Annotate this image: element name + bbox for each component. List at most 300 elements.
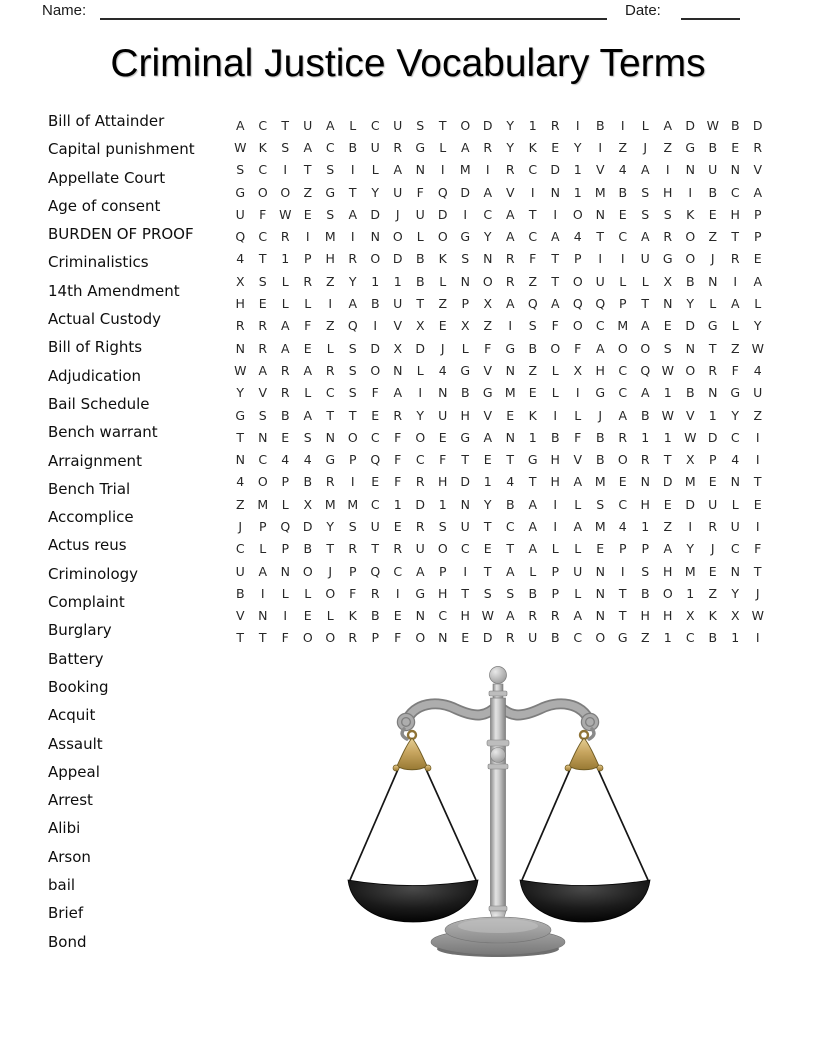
grid-cell: E xyxy=(753,496,762,512)
grid-cell: L xyxy=(551,362,559,378)
grid-cell: Z xyxy=(438,296,448,312)
grid-cell: A xyxy=(348,206,358,222)
grid-cell: N xyxy=(460,273,470,289)
grid-cell: Y xyxy=(483,496,492,512)
grid-cell: T xyxy=(708,340,717,356)
grid-cell: D xyxy=(685,117,696,133)
grid-cell: M xyxy=(504,385,516,401)
grid-cell: F xyxy=(574,429,582,445)
grid-cell: A xyxy=(753,184,763,200)
grid-cell: Y xyxy=(416,407,425,423)
grid-cell: A xyxy=(235,117,245,133)
grid-cell: W xyxy=(706,117,719,133)
grid-cell: X xyxy=(235,273,245,289)
grid-cell: J xyxy=(238,518,243,534)
grid-cell: N xyxy=(258,608,268,624)
grid-cell: 1 xyxy=(686,585,695,601)
grid-cell: R xyxy=(393,139,403,155)
grid-cell: U xyxy=(235,206,245,222)
grid-cell: N xyxy=(550,184,560,200)
grid-cell: A xyxy=(505,296,515,312)
grid-cell: A xyxy=(505,229,515,245)
grid-cell: I xyxy=(530,184,535,200)
grid-cell: S xyxy=(663,340,672,356)
grid-cell: E xyxy=(753,251,762,267)
grid-cell: T xyxy=(326,541,335,557)
grid-cell: I xyxy=(755,452,760,468)
grid-cell: S xyxy=(348,385,357,401)
grid-cell: I xyxy=(733,273,738,289)
grid-cell: W xyxy=(661,407,674,423)
grid-cell: H xyxy=(663,608,673,624)
grid-cell: I xyxy=(350,229,355,245)
grid-cell: A xyxy=(640,162,650,178)
grid-cell: F xyxy=(529,251,537,267)
word-list-item: bail xyxy=(48,876,76,895)
grid-cell: I xyxy=(395,585,400,601)
grid-cell: U xyxy=(415,206,425,222)
grid-cell: V xyxy=(258,385,268,401)
grid-cell: Q xyxy=(640,362,651,378)
grid-cell: O xyxy=(572,273,583,289)
grid-cell: X xyxy=(685,608,695,624)
grid-cell: 1 xyxy=(393,496,402,512)
grid-cell: N xyxy=(325,429,335,445)
word-list-item: Accomplice xyxy=(48,508,134,527)
grid-cell: A xyxy=(303,139,313,155)
grid-cell: I xyxy=(755,630,760,646)
grid-cell: A xyxy=(483,429,493,445)
grid-cell: P xyxy=(573,251,582,267)
grid-cell: L xyxy=(281,296,289,312)
grid-cell: B xyxy=(708,184,718,200)
grid-cell: B xyxy=(550,630,560,646)
grid-cell: Q xyxy=(370,452,381,468)
grid-cell: K xyxy=(528,407,537,423)
grid-cell: Z xyxy=(303,184,313,200)
grid-cell: H xyxy=(640,608,650,624)
grid-cell: N xyxy=(280,563,290,579)
grid-cell: 4 xyxy=(236,251,245,267)
grid-cell: A xyxy=(528,496,538,512)
grid-cell: F xyxy=(394,630,402,646)
grid-cell: A xyxy=(663,117,673,133)
grid-cell: G xyxy=(595,385,606,401)
grid-cell: 1 xyxy=(663,385,672,401)
grid-cell: A xyxy=(303,407,313,423)
grid-cell: S xyxy=(348,362,357,378)
grid-cell: 4 xyxy=(281,452,290,468)
grid-cell: W xyxy=(481,608,494,624)
grid-cell: P xyxy=(348,563,357,579)
grid-cell: I xyxy=(598,251,603,267)
grid-cell: E xyxy=(596,541,605,557)
grid-cell: T xyxy=(303,162,312,178)
grid-cell: I xyxy=(755,518,760,534)
grid-cell: N xyxy=(685,162,695,178)
grid-cell: Q xyxy=(595,296,606,312)
grid-cell: O xyxy=(415,429,426,445)
grid-cell: T xyxy=(326,407,335,423)
grid-cell: U xyxy=(438,407,448,423)
grid-cell: R xyxy=(280,385,290,401)
grid-cell: A xyxy=(393,385,403,401)
grid-cell: A xyxy=(505,563,515,579)
grid-cell: A xyxy=(753,273,763,289)
grid-cell: Y xyxy=(506,117,515,133)
grid-cell: P xyxy=(753,229,762,245)
grid-cell: D xyxy=(482,630,493,646)
grid-cell: S xyxy=(483,585,492,601)
grid-cell: D xyxy=(662,474,673,490)
grid-cell: O xyxy=(617,340,628,356)
grid-cell: R xyxy=(348,251,358,267)
grid-cell: O xyxy=(550,340,561,356)
grid-cell: A xyxy=(573,474,583,490)
grid-cell: M xyxy=(594,474,606,490)
grid-cell: A xyxy=(348,296,358,312)
grid-cell: A xyxy=(573,608,583,624)
grid-cell: J xyxy=(328,563,333,579)
grid-cell: S xyxy=(348,518,357,534)
grid-cell: M xyxy=(257,496,269,512)
grid-cell: U xyxy=(730,518,740,534)
grid-cell: S xyxy=(461,251,470,267)
word-list-item: Assault xyxy=(48,734,103,753)
grid-cell: U xyxy=(640,251,650,267)
grid-cell: U xyxy=(573,563,583,579)
grid-cell: N xyxy=(483,251,493,267)
word-list-item: Bill of Rights xyxy=(48,338,143,357)
grid-cell: B xyxy=(370,608,380,624)
grid-cell: Y xyxy=(506,139,515,155)
grid-cell: I xyxy=(575,385,580,401)
grid-cell: 1 xyxy=(641,429,650,445)
grid-cell: B xyxy=(348,139,358,155)
grid-cell: R xyxy=(415,518,425,534)
grid-cell: P xyxy=(438,563,447,579)
grid-cell: A xyxy=(258,362,268,378)
word-list-item: Burglary xyxy=(48,621,112,640)
grid-cell: R xyxy=(348,630,358,646)
grid-cell: E xyxy=(438,318,447,334)
grid-cell: G xyxy=(325,452,336,468)
grid-cell: F xyxy=(416,184,424,200)
grid-cell: O xyxy=(347,429,358,445)
grid-cell: C xyxy=(370,429,380,445)
grid-cell: E xyxy=(731,139,740,155)
grid-cell: 1 xyxy=(708,407,717,423)
grid-cell: D xyxy=(460,474,471,490)
grid-cell: H xyxy=(235,296,245,312)
grid-cell: I xyxy=(305,229,310,245)
grid-cell: F xyxy=(439,452,447,468)
grid-cell: E xyxy=(438,429,447,445)
grid-cell: H xyxy=(550,474,560,490)
grid-cell: B xyxy=(595,117,605,133)
grid-cell: W xyxy=(661,362,674,378)
grid-cell: T xyxy=(641,296,650,312)
grid-cell: T xyxy=(236,429,245,445)
name-label: Name: xyxy=(42,2,87,19)
grid-cell: S xyxy=(236,162,245,178)
grid-cell: W xyxy=(684,429,697,445)
grid-cell: E xyxy=(258,296,267,312)
grid-cell: L xyxy=(439,139,447,155)
right-pan xyxy=(520,880,650,922)
grid-cell: 1 xyxy=(573,184,582,200)
grid-cell: A xyxy=(505,206,515,222)
word-list-item: Capital punishment xyxy=(48,140,195,159)
grid-cell: L xyxy=(439,273,447,289)
left-pan xyxy=(348,880,478,922)
grid-cell: U xyxy=(393,296,403,312)
grid-cell: R xyxy=(708,518,718,534)
grid-cell: L xyxy=(619,273,627,289)
grid-cell: I xyxy=(620,251,625,267)
grid-cell: C xyxy=(505,518,515,534)
grid-cell: E xyxy=(303,340,312,356)
grid-cell: L xyxy=(304,585,312,601)
grid-cell: U xyxy=(303,117,313,133)
grid-cell: C xyxy=(730,541,740,557)
grid-cell: B xyxy=(235,585,245,601)
grid-cell: Z xyxy=(730,340,740,356)
grid-cell: S xyxy=(663,206,672,222)
grid-cell: L xyxy=(281,273,289,289)
grid-cell: K xyxy=(438,251,447,267)
grid-cell: I xyxy=(350,474,355,490)
grid-cell: A xyxy=(280,340,290,356)
grid-cell: O xyxy=(370,251,381,267)
grid-cell: R xyxy=(505,273,515,289)
grid-cell: G xyxy=(325,184,336,200)
grid-cell: N xyxy=(730,162,740,178)
grid-cell: R xyxy=(640,452,650,468)
grid-cell: H xyxy=(438,474,448,490)
word-list-item: Bill of Attainder xyxy=(48,112,165,130)
word-list-item: Bench Trial xyxy=(48,479,131,498)
grid-cell: N xyxy=(258,429,268,445)
grid-cell: G xyxy=(460,229,471,245)
center-pole xyxy=(487,667,509,927)
grid-cell: O xyxy=(257,474,268,490)
grid-cell: N xyxy=(505,429,515,445)
grid-cell: H xyxy=(460,407,470,423)
grid-cell: C xyxy=(483,206,493,222)
grid-cell: R xyxy=(258,340,268,356)
grid-cell: A xyxy=(258,563,268,579)
grid-cell: H xyxy=(640,496,650,512)
grid-cell: R xyxy=(753,139,763,155)
grid-cell: P xyxy=(281,474,290,490)
grid-cell: U xyxy=(370,518,380,534)
grid-cell: A xyxy=(640,229,650,245)
grid-cell: A xyxy=(528,541,538,557)
grid-cell: R xyxy=(393,541,403,557)
grid-cell: P xyxy=(371,630,380,646)
grid-cell: T xyxy=(618,585,627,601)
grid-cell: C xyxy=(393,563,403,579)
grid-cell: 1 xyxy=(528,117,537,133)
grid-cell: E xyxy=(371,474,380,490)
grid-cell: Y xyxy=(348,273,357,289)
grid-cell: N xyxy=(415,608,425,624)
grid-cell: E xyxy=(303,206,312,222)
word-list-item: Actual Custody xyxy=(48,310,162,329)
grid-cell: 1 xyxy=(731,630,740,646)
grid-cell: O xyxy=(392,229,403,245)
grid-cell: I xyxy=(575,117,580,133)
word-list-item: Appellate Court xyxy=(48,168,166,187)
grid-cell: O xyxy=(325,630,336,646)
grid-cell: R xyxy=(483,139,493,155)
grid-cell: A xyxy=(325,117,335,133)
grid-cell: F xyxy=(394,474,402,490)
grid-cell: D xyxy=(550,162,561,178)
grid-cell: G xyxy=(415,585,426,601)
grid-cell: B xyxy=(415,251,425,267)
grid-cell: 1 xyxy=(663,429,672,445)
grid-cell: U xyxy=(235,563,245,579)
grid-cell: 4 xyxy=(618,518,627,534)
grid-cell: U xyxy=(393,184,403,200)
grid-cell: O xyxy=(662,585,673,601)
grid-cell: 1 xyxy=(281,251,290,267)
grid-cell: 4 xyxy=(506,474,515,490)
grid-cell: S xyxy=(258,273,267,289)
grid-cell: E xyxy=(303,608,312,624)
grid-cell: R xyxy=(393,407,403,423)
grid-cell: C xyxy=(438,608,448,624)
grid-cell: O xyxy=(595,630,606,646)
grid-cell: T xyxy=(753,563,762,579)
word-list-item: Adjudication xyxy=(48,366,142,385)
grid-cell: X xyxy=(730,608,740,624)
grid-cell: L xyxy=(551,385,559,401)
grid-cell: L xyxy=(304,385,312,401)
grid-cell: T xyxy=(618,608,627,624)
grid-cell: R xyxy=(415,474,425,490)
word-list-item: Brief xyxy=(48,904,84,923)
grid-cell: B xyxy=(415,273,425,289)
grid-cell: D xyxy=(685,496,696,512)
word-list-item: Bond xyxy=(48,932,87,951)
grid-cell: N xyxy=(640,474,650,490)
grid-cell: N xyxy=(438,385,448,401)
grid-cell: S xyxy=(281,139,290,155)
date-label: Date: xyxy=(625,2,661,19)
grid-cell: I xyxy=(553,407,558,423)
grid-cell: L xyxy=(326,340,334,356)
word-list xyxy=(48,107,233,956)
grid-cell: T xyxy=(438,117,447,133)
grid-cell: M xyxy=(324,229,336,245)
grid-cell: C xyxy=(618,496,628,512)
word-list-item: Arrest xyxy=(48,791,93,810)
scales-of-justice-illustration xyxy=(338,658,658,958)
grid-cell: T xyxy=(596,229,605,245)
grid-cell: T xyxy=(258,251,267,267)
grid-cell: B xyxy=(370,296,380,312)
grid-cell: P xyxy=(461,296,470,312)
grid-cell: 4 xyxy=(573,229,582,245)
grid-cell: O xyxy=(617,452,628,468)
grid-cell: J xyxy=(710,541,715,557)
grid-cell: G xyxy=(460,362,471,378)
grid-cell: S xyxy=(438,518,447,534)
page-title: Criminal Justice Vocabulary Terms xyxy=(110,42,706,85)
grid-cell: R xyxy=(235,318,245,334)
word-list-item: Battery xyxy=(48,649,104,668)
grid-cell: Q xyxy=(572,296,583,312)
grid-cell: Z xyxy=(640,630,650,646)
grid-cell: L xyxy=(641,117,649,133)
grid-cell: D xyxy=(685,318,696,334)
grid-cell: D xyxy=(437,206,448,222)
grid-cell: G xyxy=(415,139,426,155)
grid-cell: E xyxy=(708,474,717,490)
grid-cell: Y xyxy=(326,518,335,534)
grid-cell: R xyxy=(528,608,538,624)
grid-cell: E xyxy=(461,630,470,646)
grid-cell: I xyxy=(418,385,423,401)
grid-cell: Q xyxy=(347,318,358,334)
word-list-item: Arson xyxy=(48,847,91,866)
grid-cell: T xyxy=(663,452,672,468)
grid-cell: O xyxy=(572,318,583,334)
word-list-item: Criminalistics xyxy=(48,253,149,272)
grid-cell: R xyxy=(348,541,358,557)
grid-cell: D xyxy=(707,429,718,445)
grid-cell: B xyxy=(685,273,695,289)
grid-cell: U xyxy=(595,273,605,289)
grid-cell: F xyxy=(371,385,379,401)
grid-cell: E xyxy=(393,518,402,534)
grid-cell: V xyxy=(483,407,493,423)
grid-cell: A xyxy=(393,162,403,178)
grid-cell: A xyxy=(618,407,628,423)
grid-cell: B xyxy=(280,407,290,423)
grid-cell: J xyxy=(440,340,445,356)
grid-cell: L xyxy=(709,296,717,312)
grid-cell: S xyxy=(326,162,335,178)
grid-cell: T xyxy=(551,273,560,289)
grid-cell: P xyxy=(753,206,762,222)
grid-cell: S xyxy=(596,496,605,512)
grid-cell: I xyxy=(553,206,558,222)
grid-cell: A xyxy=(528,518,538,534)
grid-cell: H xyxy=(663,563,673,579)
grid-cell: X xyxy=(573,362,583,378)
grid-cell: D xyxy=(482,117,493,133)
grid-cell: X xyxy=(685,452,695,468)
grid-cell: X xyxy=(415,318,425,334)
grid-cell: L xyxy=(731,318,739,334)
grid-cell: R xyxy=(708,362,718,378)
grid-cell: U xyxy=(460,518,470,534)
grid-cell: L xyxy=(574,496,582,512)
grid-cell: I xyxy=(350,162,355,178)
grid-cell: C xyxy=(325,139,335,155)
grid-cell: I xyxy=(485,162,490,178)
grid-cell: I xyxy=(553,518,558,534)
grid-cell: M xyxy=(617,318,629,334)
grid-cell: A xyxy=(415,563,425,579)
grid-cell: 4 xyxy=(438,362,447,378)
grid-cell: I xyxy=(620,563,625,579)
grid-cell: T xyxy=(348,407,357,423)
